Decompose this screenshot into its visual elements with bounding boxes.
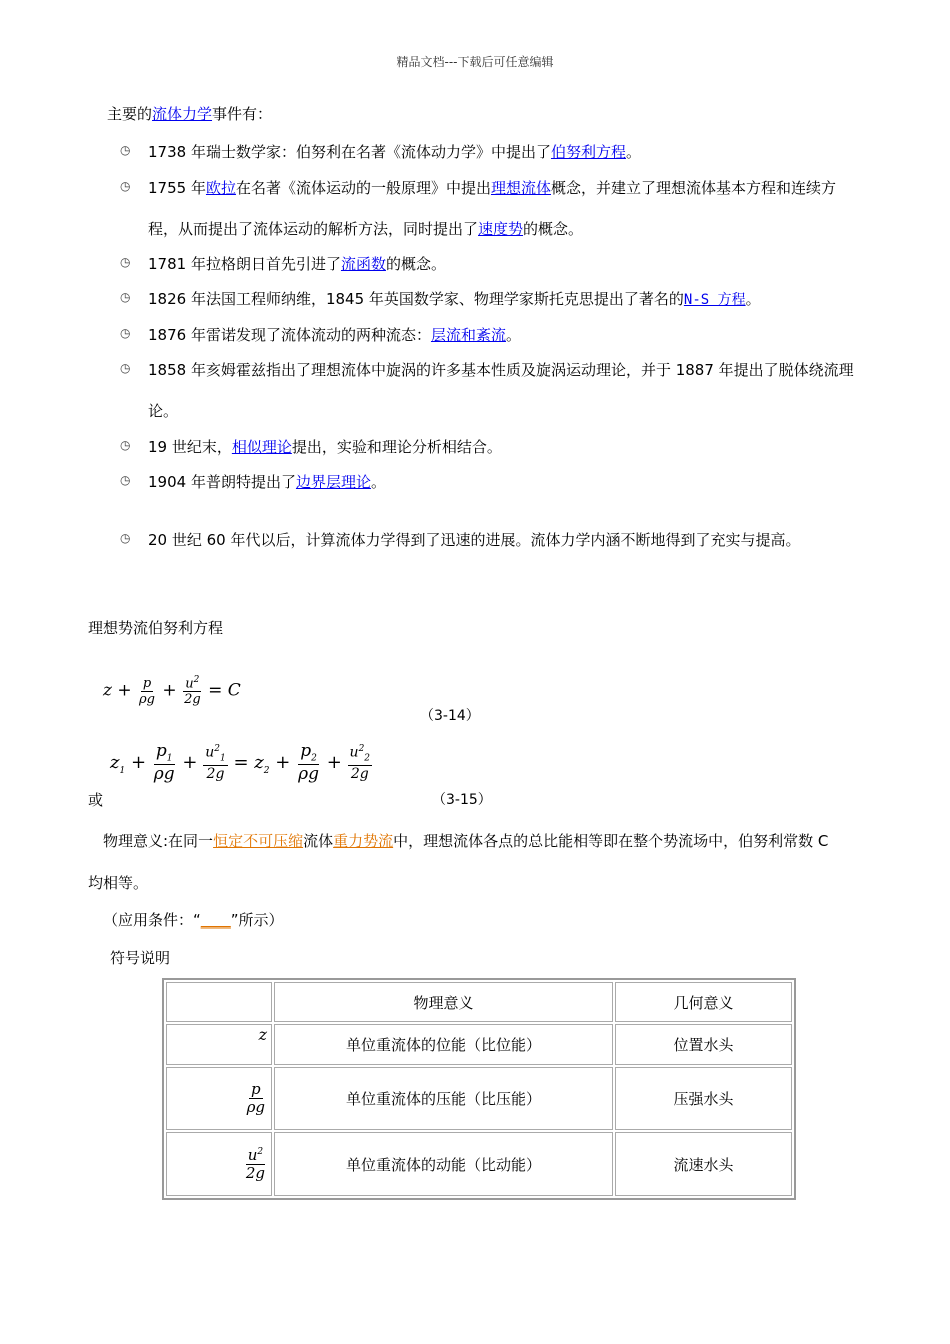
equation-3-14: z + $\frac{p}{\rho g}$ + $\frac{u^2}{2g}$ = C [103,675,241,708]
event-1781: 1781 年拉格朗日首先引进了流函数的概念。 [148,255,446,273]
clock-icon: ◷ [120,473,131,487]
application-condition: （应用条件：“____”所示） [103,911,284,929]
link-velocity-potential[interactable]: 速度势 [478,220,524,238]
clock-icon: ◷ [120,255,131,269]
physical-cell: 单位重流体的位能（比位能） [274,1024,613,1064]
link-bernoulli-equation[interactable]: 伯努利方程 [550,143,626,161]
symbols-label: 符号说明 [110,949,171,967]
equation-number-3-15: （3-15） [432,792,492,808]
geometric-cell: 压强水头 [615,1067,792,1131]
link-boundary-layer[interactable]: 边界层理论 [295,473,371,491]
table-header-cell: 物理意义 [274,982,613,1022]
table-header-cell [166,982,272,1022]
clock-icon: ◷ [120,179,131,193]
event-1858: 1858 年亥姆霍兹指出了理想流体中旋涡的许多基本性质及旋涡运动理论，并于 1887 年提出了脱体绕流理 [148,361,854,379]
clock-icon: ◷ [120,290,131,304]
event-1904: 1904 年普朗特提出了边界层理论。 [148,473,386,491]
physical-meaning: 物理意义:在同一恒定不可压缩流体重力势流中，理想流体各点的总比能相等即在整个势流场中，伯努利常数 C [103,832,829,850]
symbol-table [162,978,796,1200]
table-header-row [166,982,792,1022]
clock-icon: ◷ [120,143,131,157]
event-1960s: 20 世纪 60 年代以后，计算流体力学得到了迅速的进展。流体力学内涵不断地得到了充实与提高。 [148,531,801,549]
physical-meaning-cont: 均相等。 [88,874,149,892]
symbol-cell: $\frac{u^2}{2g}$ [166,1132,272,1196]
link-laminar-turbulent[interactable]: 层流和紊流 [430,326,506,344]
equation-number-3-14: （3-14） [420,708,480,724]
clock-icon: ◷ [120,361,131,375]
geometric-cell: 流速水头 [615,1132,792,1196]
section-title: 理想势流伯努利方程 [88,619,224,637]
event-1738: 1738 年瑞士数学家：伯努利在名著《流体动力学》中提出了伯努利方程。 [148,143,641,161]
link-fluid-mechanics[interactable]: 流体力学 [152,105,213,123]
link-ideal-fluid[interactable]: 理想流体 [490,179,551,197]
clock-icon: ◷ [120,531,131,545]
link-similarity-theory[interactable]: 相似理论 [231,438,292,456]
table-row [166,1132,792,1196]
symbol-cell: $\frac{p}{\rho g}$ [166,1067,272,1131]
physical-cell: 单位重流体的压能（比压能） [274,1067,613,1131]
link-steady-incompressible[interactable]: 恒定不可压缩 [213,832,304,850]
event-1876: 1876 年雷诺发现了流体流动的两种流态：层流和紊流。 [148,326,521,344]
event-1755-cont: 程，从而提出了流体运动的解析方法，同时提出了速度势的概念。 [148,220,584,238]
link-ns-equation[interactable]: N-S 方程 [683,292,746,308]
clock-icon: ◷ [120,326,131,340]
geometric-cell: 位置水头 [615,1024,792,1064]
table-row [166,1024,792,1064]
link-stream-function[interactable]: 流函数 [340,255,386,273]
symbol-cell: z [166,1024,272,1064]
condition-blank-link[interactable]: ____ [200,911,231,929]
intro-line: 主要的流体力学事件有： [107,105,273,123]
event-19th-century: 19 世纪末，相似理论提出，实验和理论分析相结合。 [148,438,502,456]
link-gravity-potential-flow[interactable]: 重力势流 [333,832,394,850]
table-row [166,1067,792,1131]
physical-cell: 单位重流体的动能（比动能） [274,1132,613,1196]
event-1826: 1826 年法国工程师纳维，1845 年英国数学家、物理学家斯托克思提出了著名的N-S 方程。 [148,290,761,308]
link-euler[interactable]: 欧拉 [205,179,236,197]
equation-3-15: $z_1$ + $\frac{p_1}{\rho g}$ + $\frac{u^2_1}{2g}$ = $z_2$ + $\frac{p_2}{\rho g}$ + $\frac{u^2_2}{2g}$ [110,741,371,785]
event-1755: 1755 年欧拉在名著《流体运动的一般原理》中提出理想流体概念，并建立了理想流体基本方程和连续方 [148,179,837,197]
event-1858-cont: 论。 [148,402,179,420]
or-label: 或 [88,791,104,809]
clock-icon: ◷ [120,438,131,452]
page-header: 精品文档---下载后可任意编辑 [396,55,554,69]
table-header-cell: 几何意义 [615,982,792,1022]
